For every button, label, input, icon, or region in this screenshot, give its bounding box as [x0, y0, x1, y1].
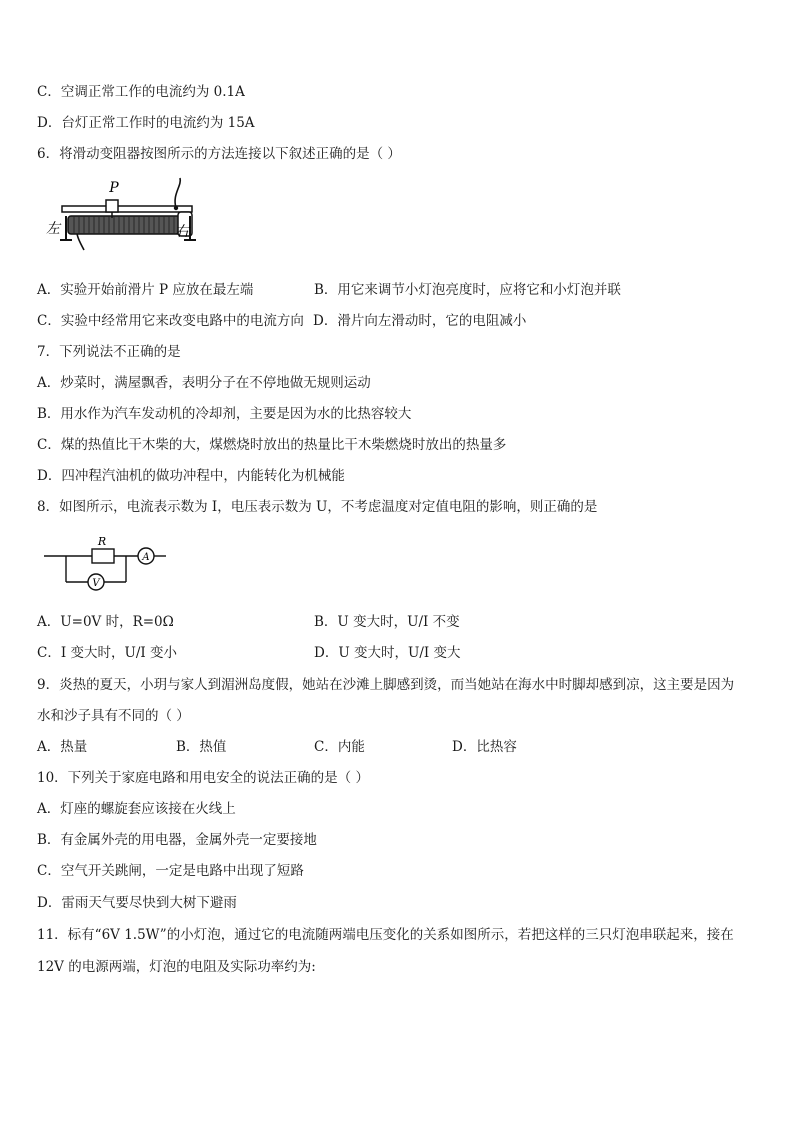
- q8-option-a: A．U=0V 时，R=0Ω: [37, 614, 174, 630]
- q10-stem: 10．下列关于家庭电路和用电安全的说法正确的是（ ）: [37, 770, 369, 786]
- q7-stem: 7．下列说法不正确的是: [37, 344, 181, 360]
- q6-option-b: B．用它来调节小灯泡亮度时，应将它和小灯泡并联: [314, 282, 621, 298]
- q6-option-d: D．滑片向左滑动时，它的电阻减小: [313, 313, 527, 329]
- q6-option-a: A．实验开始前滑片 P 应放在最左端: [37, 282, 254, 298]
- q10-option-b: B．有金属外壳的用电器，金属外壳一定要接地: [37, 832, 317, 848]
- q9-option-b: B．热值: [176, 739, 227, 755]
- q9-option-d: D．比热容: [452, 739, 517, 755]
- q8-option-b: B．U 变大时，U/I 不变: [314, 614, 460, 630]
- q9-stem-line-1: 9．炎热的夏天，小玥与家人到湄洲岛度假，她站在沙滩上脚感到烫，而当她站在海水中时脚却感到凉，这主要是因为: [37, 677, 735, 693]
- q7-option-c: C．煤的热值比干木柴的大，煤燃烧时放出的热量比干木柴燃烧时放出的热量多: [37, 437, 507, 453]
- q5-option-c: C．空调正常工作的电流约为 0.1A: [37, 84, 245, 100]
- q10-option-d: D．雷雨天气要尽快到大树下避雨: [37, 895, 237, 911]
- q5-option-d: D．台灯正常工作时的电流约为 15A: [37, 115, 255, 131]
- left-end-label: 左: [46, 221, 60, 237]
- q11-stem-line-1: 11．标有“6V 1.5W”的小灯泡，通过它的电流随两端电压变化的关系如图所示，若把这样的三只灯泡串联起来，接在: [37, 927, 734, 943]
- q10-option-a: A．灯座的螺旋套应该接在火线上: [37, 801, 236, 817]
- q11-stem-line-2: 12V 的电源两端，灯泡的电阻及实际功率约为:: [37, 959, 316, 975]
- q7-option-b: B．用水作为汽车发动机的冷却剂，主要是因为水的比热容较大: [37, 406, 412, 422]
- q8-circuit-figure: [44, 534, 174, 598]
- q10-option-c: C．空气开关跳闸，一定是电路中出现了短路: [37, 863, 304, 879]
- q7-option-d: D．四冲程汽油机的做功冲程中，内能转化为机械能: [37, 468, 345, 484]
- q7-option-a: A．炒菜时，满屋飘香，表明分子在不停地做无规则运动: [37, 375, 371, 391]
- slider-p-label: P: [109, 180, 119, 196]
- q9-option-c: C．内能: [314, 739, 365, 755]
- right-end-label: 右: [175, 224, 189, 240]
- rheostat-diagram: [44, 176, 204, 256]
- circuit-diagram: [44, 534, 174, 598]
- q6-sliding-rheostat-figure: [44, 176, 204, 256]
- resistor-r-label: R: [97, 535, 107, 548]
- q8-option-d: D．U 变大时，U/I 变大: [314, 645, 461, 661]
- q9-option-a: A．热量: [37, 739, 88, 755]
- q6-stem: 6．将滑动变阻器按图所示的方法连接以下叙述正确的是（ ）: [37, 146, 401, 162]
- q8-stem: 8．如图所示，电流表示数为 I，电压表示数为 U，不考虑温度对定值电阻的影响，则正确的是: [37, 499, 598, 515]
- voltmeter-v-label: V: [92, 578, 100, 589]
- q6-option-c: C．实验中经常用它来改变电路中的电流方向: [37, 313, 304, 329]
- q8-option-c: C．I 变大时，U/I 变小: [37, 645, 178, 661]
- q9-stem-line-2: 水和沙子具有不同的（ ）: [37, 708, 190, 724]
- ammeter-a-label: A: [142, 552, 150, 563]
